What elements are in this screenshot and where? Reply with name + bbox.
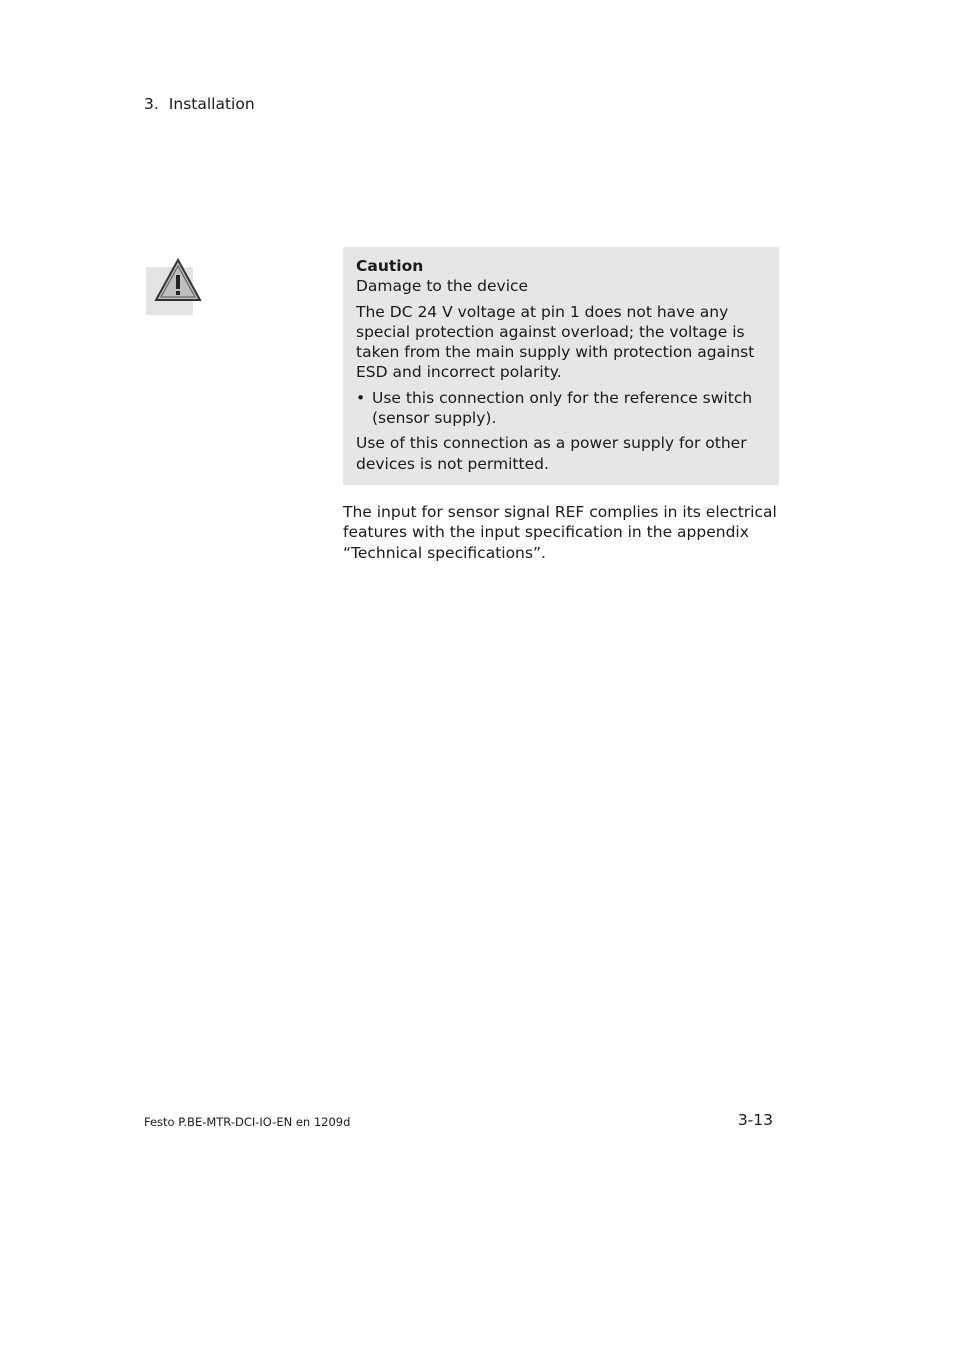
caution-paragraph-2: Use of this connection as a power supply for other devices is not permitted. xyxy=(356,434,747,473)
caution-notice xyxy=(343,247,779,485)
bullet-marker: • xyxy=(356,388,366,407)
warning-triangle-icon xyxy=(154,258,202,302)
chapter-title: Installation xyxy=(168,95,255,113)
warning-icon-box xyxy=(146,267,193,315)
footer-page-number: 3-13 xyxy=(737,1111,773,1129)
page-header xyxy=(144,94,255,114)
caution-bullet-item xyxy=(356,388,769,429)
caution-paragraph: The DC 24 V voltage at pin 1 does not have any special protection against overload; the voltage is taken from the main supply with protection against ESD and incorrect polarity. xyxy=(356,302,755,382)
body-paragraph: The input for sensor signal REF complies in its electrical features with the input specification in the appendix “Technical specifications”. xyxy=(343,503,777,562)
bullet-text: Use this connection only for the reference switch (sensor supply). xyxy=(372,388,753,428)
caution-subtitle: Damage to the device xyxy=(356,277,529,296)
footer-doc-id: Festo P.BE-MTR-DCI-IO-EN en 1209d xyxy=(144,1115,351,1129)
chapter-number: 3. xyxy=(144,95,159,113)
caution-title: Caution xyxy=(356,257,424,275)
